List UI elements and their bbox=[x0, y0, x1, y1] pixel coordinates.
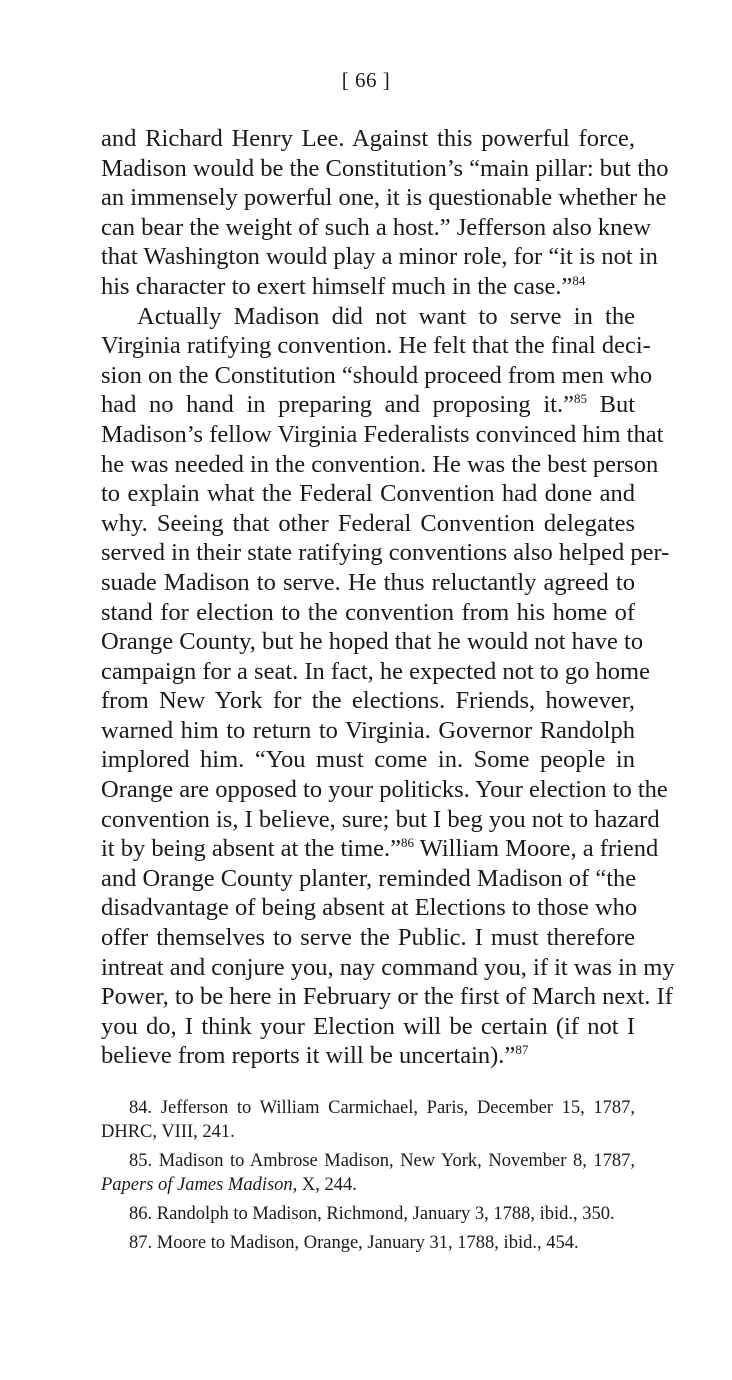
footnote-text: Jefferson to William Carmichael, Paris, December 15, 1787, bbox=[160, 1098, 635, 1118]
text-line: convention is, I believe, sure; but I beg you not to hazard bbox=[101, 805, 660, 833]
text-line: Virginia ratifying convention. He felt that the final deci- bbox=[101, 332, 651, 360]
footnote-number: 85. bbox=[129, 1151, 153, 1171]
footnote-number: 84. bbox=[129, 1098, 153, 1118]
footnote-ref-86: 86 bbox=[401, 835, 415, 851]
footnote-line bbox=[101, 1096, 635, 1120]
footnote-line bbox=[101, 1149, 635, 1173]
footnote-italic-title: Papers of James Madison, bbox=[101, 1175, 298, 1195]
text-line: Actually Madison did not want to serve in the bbox=[137, 302, 635, 330]
text-line: and Orange County planter, reminded Madison of “the bbox=[101, 864, 637, 892]
text-line: warned him to return to Virginia. Governor Randolph bbox=[101, 716, 635, 744]
text-line: suade Madison to serve. He thus reluctantly agreed to bbox=[101, 568, 635, 596]
text-line: Power, to be here in February or the first of March next. If bbox=[101, 983, 673, 1011]
paragraph-1 bbox=[101, 124, 669, 302]
text-line: he was needed in the convention. He was the best person bbox=[101, 450, 659, 478]
text-line: an immensely powerful one, it is questionable whether he bbox=[101, 184, 667, 212]
text-line: stand for election to the convention from his home of bbox=[101, 598, 635, 626]
text-line: Madison would be the Constitution’s “main pillar: but tho bbox=[101, 154, 669, 182]
footnotes bbox=[101, 1096, 635, 1255]
footnote-ref-87: 87 bbox=[515, 1042, 529, 1058]
footnote-85 bbox=[101, 1149, 635, 1197]
footnote-text: Moore to Madison, Orange, January 31, 1788, ibid., 454. bbox=[156, 1233, 579, 1253]
footnote-ref-84: 84 bbox=[572, 272, 586, 288]
footnote-84 bbox=[101, 1096, 635, 1144]
text-line: that Washington would play a minor role, for “it is not in bbox=[101, 243, 658, 271]
text-fragment: But bbox=[599, 391, 636, 419]
text-line: campaign for a seat. In fact, he expected not to go home bbox=[101, 657, 650, 685]
text-fragment: it by being absent at the time.” bbox=[101, 835, 402, 863]
footnote-line bbox=[101, 1231, 635, 1255]
text-line bbox=[101, 834, 659, 864]
footnote-87 bbox=[101, 1231, 635, 1255]
footnote-line bbox=[101, 1202, 635, 1226]
text-line bbox=[101, 272, 635, 302]
text-fragment: had no hand in preparing and proposing it.” bbox=[101, 391, 574, 419]
footnote-86 bbox=[101, 1202, 635, 1226]
footnote-line: DHRC, VIII, 241. bbox=[101, 1122, 235, 1142]
body-text bbox=[101, 124, 675, 1071]
text-line bbox=[101, 1041, 635, 1071]
text-line: served in their state ratifying conventions also helped per- bbox=[101, 539, 670, 567]
text-line: and Richard Henry Lee. Against this powerful force, bbox=[101, 125, 635, 152]
footnote-number: 86. bbox=[129, 1204, 153, 1224]
footnote-number: 87. bbox=[129, 1233, 153, 1253]
footnote-text: X, 244. bbox=[301, 1175, 357, 1195]
footnote-line bbox=[101, 1173, 635, 1197]
page-number: [ 66 ] bbox=[341, 68, 391, 92]
text-fragment: his character to exert himself much in the case.” bbox=[101, 272, 573, 300]
text-line: can bear the weight of such a host.” Jefferson also knew bbox=[101, 213, 651, 241]
footnote-ref-85: 85 bbox=[573, 391, 587, 407]
text-line: Orange County, but he hoped that he would not have to bbox=[101, 628, 644, 656]
text-line: from New York for the elections. Friends, however, bbox=[101, 687, 635, 715]
text-line: implored him. “You must come in. Some people in bbox=[101, 746, 635, 774]
text-fragment: believe from reports it will be uncertain).” bbox=[101, 1042, 516, 1070]
text-line bbox=[101, 390, 635, 420]
text-line: Orange are opposed to your politicks. Your election to the bbox=[101, 776, 668, 804]
text-line: disadvantage of being absent at Elections to those who bbox=[101, 894, 638, 922]
paragraph-2 bbox=[101, 302, 675, 1071]
text-line: intreat and conjure you, nay command you, if it was in my bbox=[101, 953, 675, 981]
text-line: sion on the Constitution “should proceed from men who bbox=[101, 361, 653, 389]
text-line: offer themselves to serve the Public. I must therefore bbox=[101, 924, 635, 952]
text-fragment: William Moore, a friend bbox=[419, 835, 659, 863]
text-line: why. Seeing that other Federal Convention delegates bbox=[101, 509, 635, 537]
text-line: you do, I think your Election will be certain (if not I bbox=[101, 1012, 635, 1040]
footnote-text: Randolph to Madison, Richmond, January 3, 1788, ibid., 350. bbox=[156, 1204, 615, 1224]
text-line: Madison’s fellow Virginia Federalists convinced him that bbox=[101, 420, 664, 448]
text-line: to explain what the Federal Convention had done and bbox=[101, 480, 635, 508]
footnote-text: Madison to Ambrose Madison, New York, November 8, 1787, bbox=[158, 1151, 636, 1171]
